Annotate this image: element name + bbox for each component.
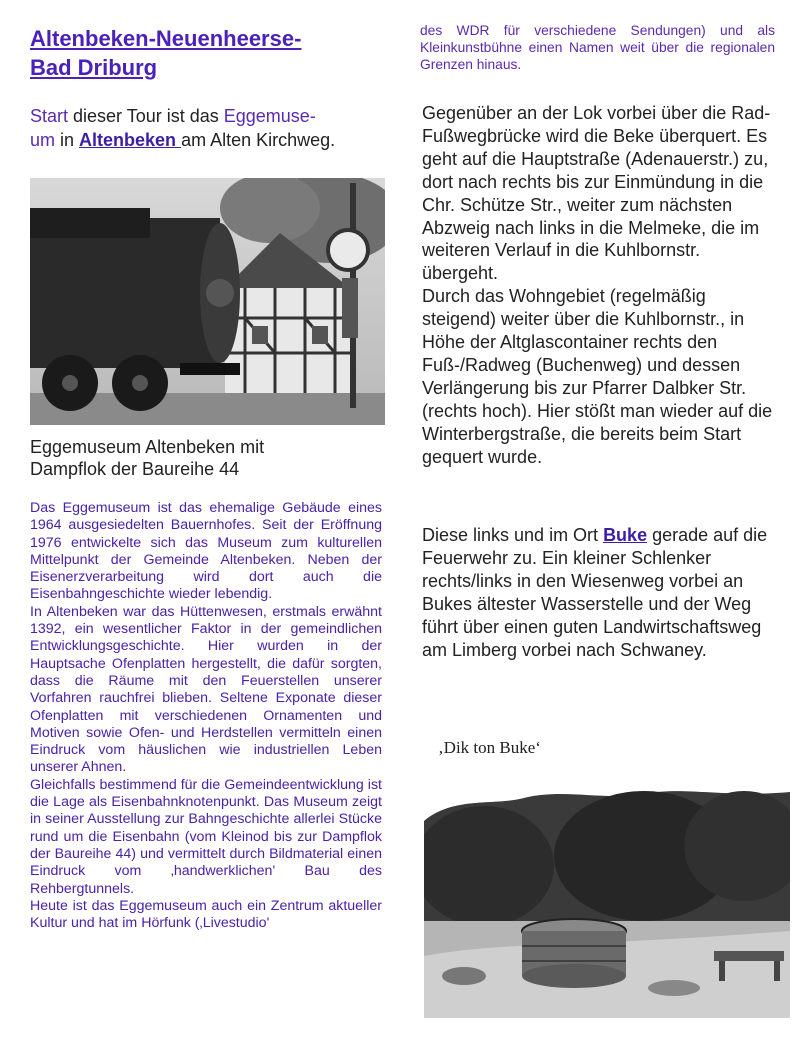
- well-caption: ‚Dik ton Buke‘: [438, 738, 541, 757]
- lead-text-1: dieser Tour ist das: [68, 106, 224, 126]
- lead-text-2: in: [55, 130, 80, 150]
- route-paragraph-1: Gegenüber an der Lok vorbei über die Rad-Fußwegbrücke wird die Beke überquert. Es geht auf die Hauptstraße (Adenauerstr.) zu, dort nach rechts bis zur Einmündung in die Chr. Schütze Str., weiter zum nächsten Abzweig nach links in die Melmeke, die im weiteren Verlauf in die Kuhlbornstr. übergeht.: [422, 103, 771, 284]
- route-description: [422, 102, 774, 469]
- museum-paragraph-1: Das Eggemuseum ist das ehemalige Gebäude eines 1964 ausgesiedelten Bauernhofes. Seit der Eröffnung 1976 entwickelte sich das Museum zum kulturellen Mittelpunkt der Gemeinde Altenbeken. Neben der Eisenerzverarbeitung wird dort auch die Eisenbahngeschichte wieder lebendig.: [30, 500, 382, 603]
- route-text-b: gerade auf die Feuerwehr zu. Ein kleiner Schlenker rechts/links in den Wiesenweg vorbei an Bukes ältester Wasserstelle und der Weg führt über einen guten Landwirtschaftsweg am Limberg vorbei nach Schwaney.: [422, 525, 768, 660]
- museum-description-continued: des WDR für verschiedene Sendungen) und als Kleinkunstbühne einen Namen weit über die regionalen Grenzen hinaus.: [420, 23, 775, 72]
- lead-paragraph: [30, 104, 390, 152]
- caption-line-2: Dampflok der Baureihe 44: [30, 459, 240, 479]
- well-illustration: [424, 726, 790, 1018]
- start-word: Start: [30, 106, 69, 126]
- page-title: [30, 24, 390, 82]
- altenbeken-link[interactable]: Altenbeken: [79, 130, 182, 150]
- route-paragraph-3: [422, 524, 774, 662]
- museum-paragraph-2: In Altenbeken war das Hüttenwesen, erstmals erwähnt 1392, ein wesentlicher Faktor in der gemeindlichen Entwicklungsgeschichte. Hier wurden in der Hauptsache Ofenplatten hergestellt, die dafür sorgten, dass die Räume mit den Feuerstellen unserer Vorfahren rauchfrei blieben. Seltene Exponate dieser Ofenplatten mit verschiedenen Ornamenten und Motiven sowie Ofen- und Herdstellen vermitteln einen Eindruck vom häuslichen wie industriellen Leben unserer Ahnen.: [30, 603, 382, 776]
- route-paragraph-2: Durch das Wohngebiet (regelmäßig steigend) weiter über die Kuhlbornstr., in Höhe der Altglascontainer rechts den Fuß-/Radweg (Buchenweg) und dessen Verlängerung bis zur Pfarrer Dalbker Str. (rechts hoch). Hier stößt man wieder auf die Winterbergstraße, die bereits beim Start gequert wurde.: [422, 286, 773, 467]
- museum-paragraph-3: Gleichfalls bestimmend für die Gemeindeentwicklung ist die Lage als Eisenbahnknotenpunkt. Das Museum zeigt in seiner Ausstellung zur Bahngeschichte allerlei Stücke rund um die Eisenbahn (vom Kleinod bis zur Dampflok der Baureihe 44) und vermittelt durch Bildmaterial einen Eindruck vom ‚handwerklichen' Bau des Rehbergtunnels.: [30, 776, 382, 897]
- title-line-1: Altenbeken-Neuenheerse-: [30, 26, 302, 51]
- route-text-a: Diese links und im Ort: [422, 525, 604, 545]
- locomotive-illustration: [30, 178, 385, 425]
- lead-text-3: am Alten Kirchweg.: [181, 130, 336, 150]
- caption-line-1: Eggemuseum Altenbeken mit: [30, 437, 265, 457]
- museum-paragraph-4: Heute ist das Eggemuseum auch ein Zentrum aktueller Kultur und hat im Hörfunk (‚Livestudio': [30, 897, 382, 932]
- steam-locomotive-photo: [30, 178, 385, 425]
- museum-name-a: Eggemuse-: [223, 106, 316, 126]
- photo-caption-museum: [30, 436, 390, 480]
- village-well-photo: [424, 726, 790, 1018]
- museum-name-b: um: [30, 130, 56, 150]
- title-line-2: Bad Driburg: [30, 55, 158, 80]
- buke-link[interactable]: Buke: [603, 525, 648, 545]
- museum-description: [30, 500, 382, 932]
